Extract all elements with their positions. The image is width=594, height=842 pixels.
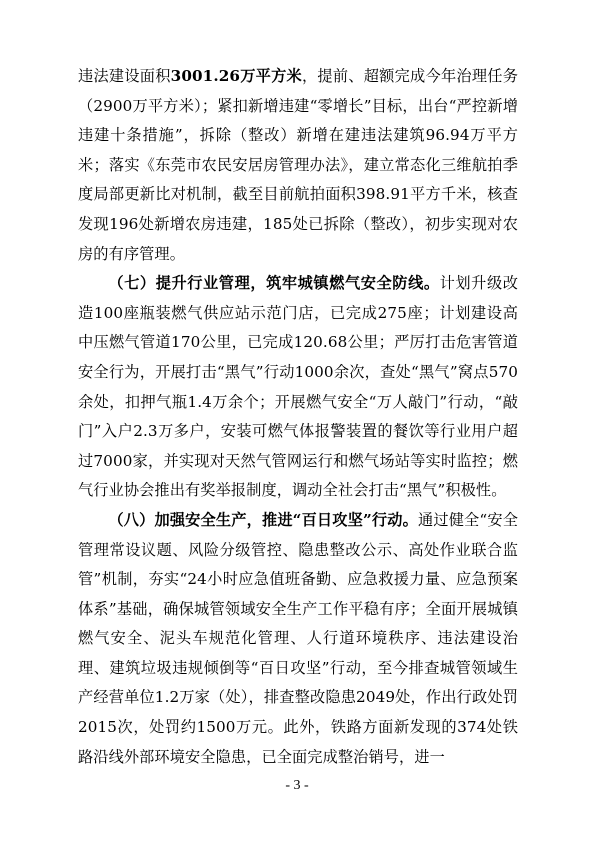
para1-seg2: ，提前、超额完成今年治理任务（2900万平方米）；紧扣新增违建“零增长”目标，出台“严控新增违建十条措施”，拆除（整改）新增在建违法建筑96.94万平方米；落实《东莞市农民安居房管理办法》，建立常态化三维航拍季度局部更新比对机制，截至目前航拍面积398.91平方千米，核查发现196处新增农房违建，185处已拆除（整改），初步实现对农房的有序管理。 (78, 67, 518, 263)
paragraph-1 (78, 62, 518, 269)
page-number: - 3 - (285, 778, 309, 793)
paragraph-3 (78, 506, 518, 772)
para1-seg1: 3001.26万平方米 (170, 67, 302, 85)
para1-seg0: 违法建设面积 (78, 67, 171, 85)
para3-heading: （八）加强安全生产，推进“百日攻坚”行动。 (108, 510, 418, 529)
para3-body: 通过健全“安全管理常设议题、风险分级管控、隐患整改公示、高处作业联合监管”机制，夯实“24小时应急值班备勤、应急救援力量、应急预案体系”基础，确保城管领域安全生产工作平稳有序；全面开展城镇燃气安全、泥头车规范化管理、人行道环境秩序、违法建设治理、建筑垃圾违规倾倒等“百日攻坚”行动，至今排查城管领域生产经营单位1.2万家（处），排查整改隐患2049处，作出行政处罚2015次，处罚约1500万元。此外，铁路方面新发现的374处铁路沿线外部环境安全隐患，已全面完成整治销号，进一 (78, 510, 518, 766)
document-body (78, 62, 518, 772)
para2-heading: （七）提升行业管理，筑牢城镇燃气安全防线。 (108, 274, 440, 293)
para2-body: 计划升级改造100座瓶装燃气供应站示范门店，已完成275座；计划建设高中压燃气管道170公里，已完成120.68公里；严厉打击危害管道安全行为，开展打击“黑气”行动1000余次，查处“黑气”窝点570余处，扣押气瓶1.4万余个；开展燃气安全“万人敲门”行动，“敲门”入户2.3万多户，安装可燃气体报警装置的餐饮等行业用户超过7000家，并实现对天然气管网运行和燃气场站等实时监控；燃气行业协会推出有奖举报制度，调动全社会打击“黑气”积极性。 (78, 274, 519, 500)
paragraph-2 (78, 269, 518, 506)
